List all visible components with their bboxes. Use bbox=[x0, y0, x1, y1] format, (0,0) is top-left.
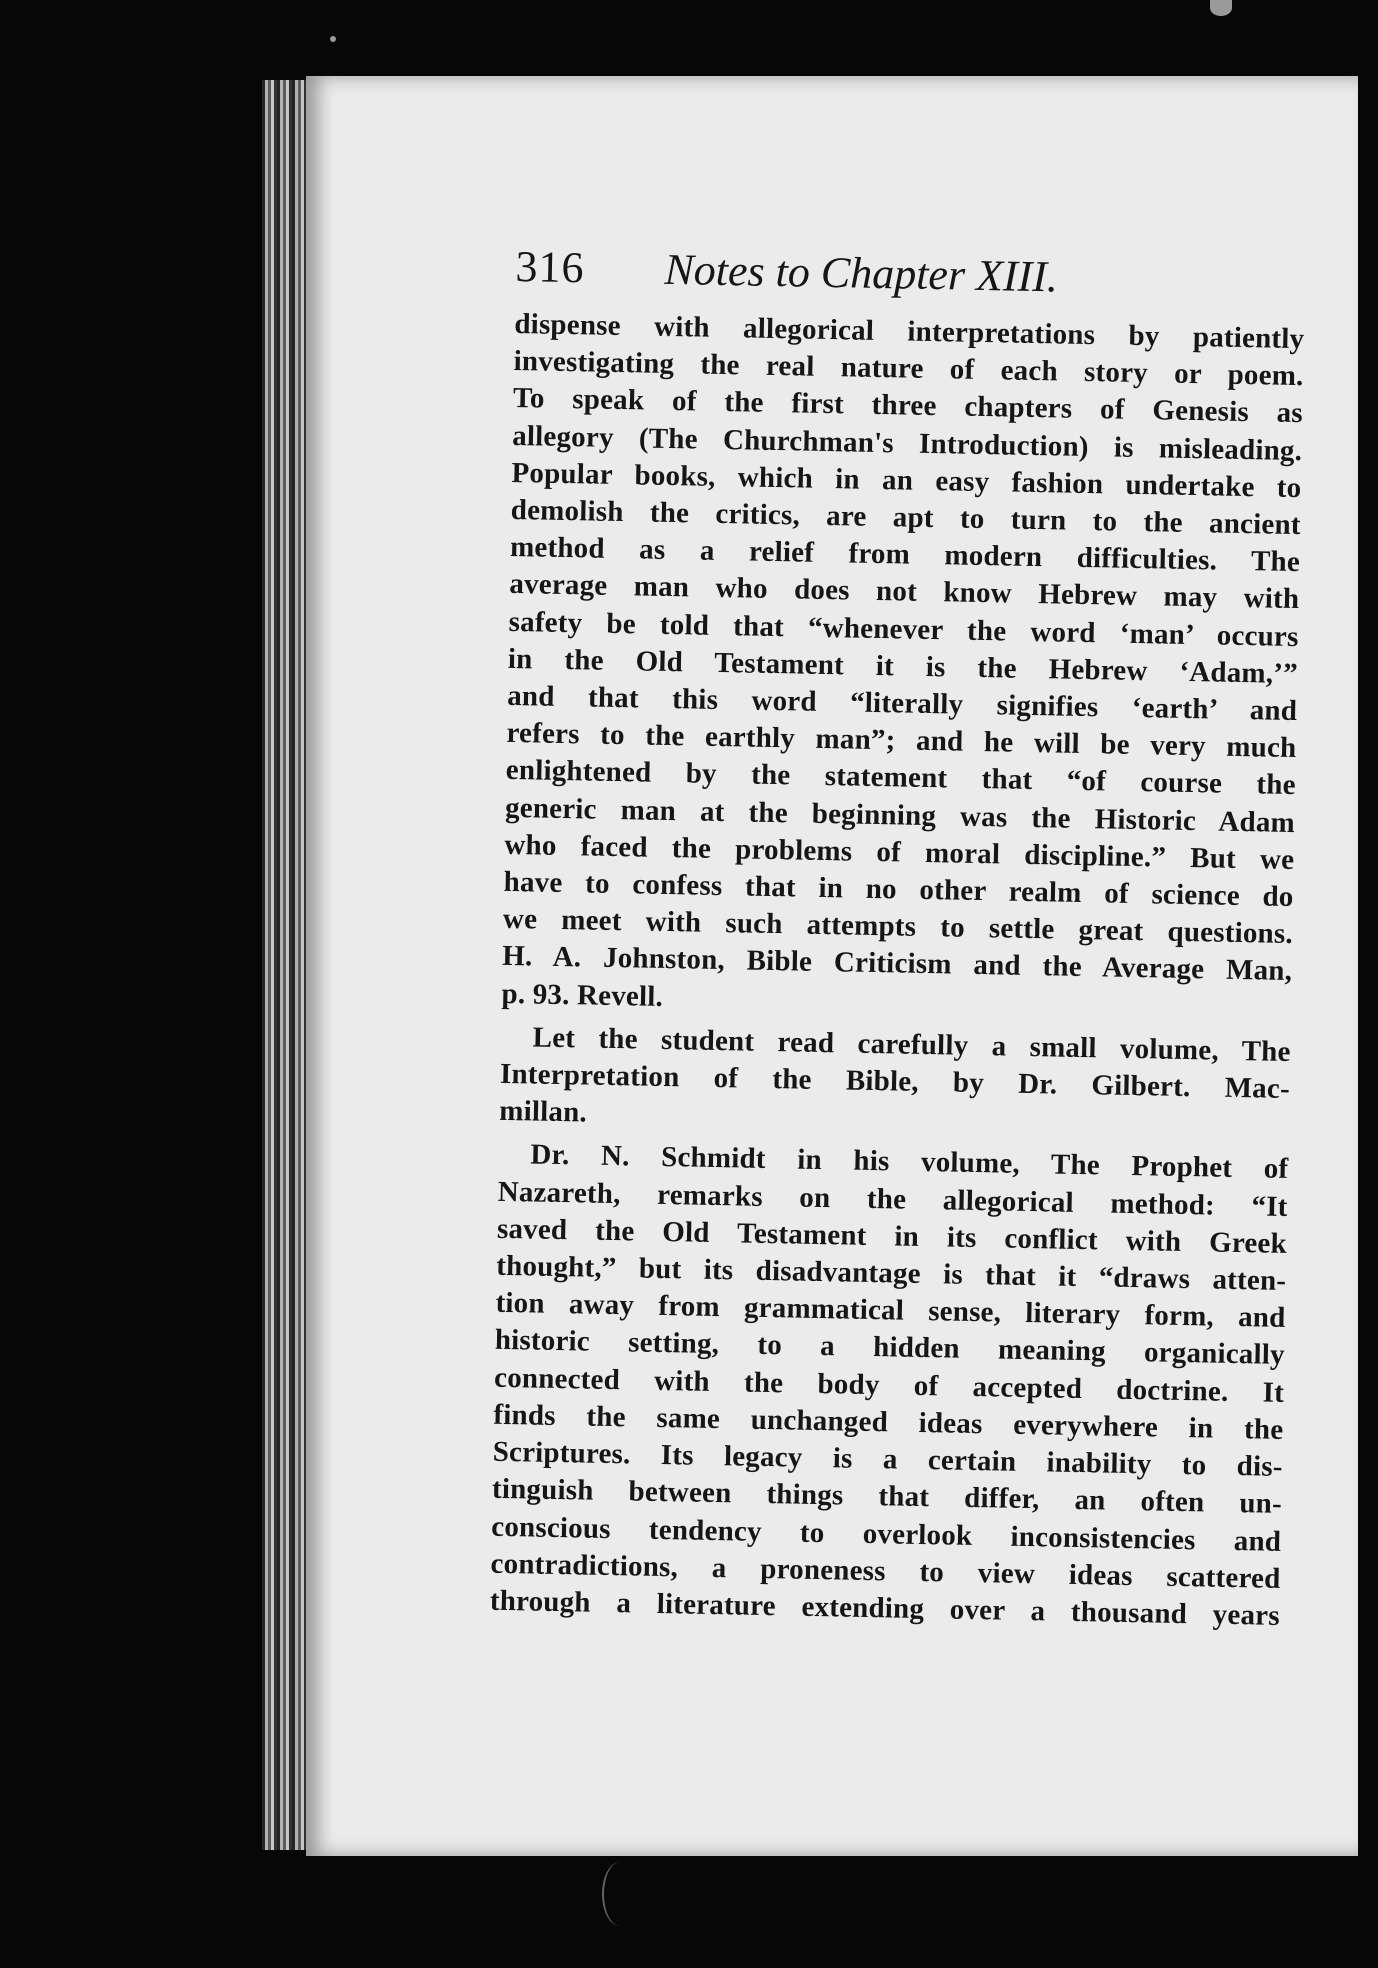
paragraph bbox=[490, 1136, 1289, 1635]
running-head bbox=[515, 241, 1306, 307]
text-line: tion away from grammatical sense, literary form, and bbox=[495, 1287, 1286, 1335]
text-line: Let the student read carefully a small volume, The bbox=[532, 1021, 1291, 1068]
text-line: Popular books, which in an easy fashion undertake to bbox=[511, 456, 1302, 504]
book-spine bbox=[262, 80, 308, 1850]
text-line: millan. bbox=[498, 1095, 588, 1129]
text-line: H. A. Johnston, Bible Criticism and the Average Man, bbox=[501, 940, 1293, 988]
scan-artifact bbox=[1210, 0, 1232, 16]
text-line: investigating the real nature of each story or poem. bbox=[513, 345, 1304, 393]
text-line: thought,” but its disadvantage is that it “draws atten- bbox=[496, 1249, 1287, 1298]
text-line: through a literature extending over a thousand years bbox=[489, 1584, 1281, 1632]
text-line: method as a relief from modern difficulties. The bbox=[509, 531, 1301, 579]
text-line: saved the Old Testament in its conflict with Greek bbox=[496, 1212, 1288, 1260]
page-number: 316 bbox=[515, 241, 585, 293]
text-line: contradictions, a proneness to view ideas scattered bbox=[490, 1547, 1281, 1595]
text-line: Nazareth, remarks on the allegorical method: “It bbox=[497, 1175, 1288, 1223]
text-line: Dr. N. Schmidt in his volume, The Prophet of bbox=[530, 1138, 1289, 1186]
paragraph bbox=[501, 306, 1304, 1028]
text-line: and that this word “literally signifies ‘earth’ and bbox=[506, 679, 1298, 728]
text-line: connected with the body of accepted doctrine. It bbox=[493, 1361, 1285, 1409]
text-line: have to confess that in no other realm of science do bbox=[503, 865, 1294, 914]
text-line: finds the same unchanged ideas everywhere in the bbox=[493, 1398, 1284, 1446]
text-line: Scriptures. Its legacy is a certain inability to dis- bbox=[492, 1435, 1283, 1484]
text-line: enlightened by the statement that “of course the bbox=[505, 754, 1296, 802]
text-line: safety be told that “whenever the word ‘man’ occurs bbox=[508, 605, 1299, 653]
scan-artifact-bottom bbox=[602, 1862, 638, 1926]
book-page bbox=[306, 76, 1358, 1856]
text-line: historic setting, to a hidden meaning organically bbox=[494, 1324, 1286, 1372]
body-text bbox=[490, 306, 1305, 1635]
text-line: allegory (The Churchman's Introduction) is misleading. bbox=[511, 419, 1303, 467]
paragraph bbox=[499, 1019, 1291, 1146]
text-line: dispense with allegorical interpretations by patiently bbox=[514, 307, 1305, 356]
text-line: we meet with such attempts to settle great questions. bbox=[502, 903, 1294, 951]
text-line: demolish the critics, are apt to turn to the ancient bbox=[510, 493, 1301, 542]
text-line: conscious tendency to overlook inconsistencies and bbox=[491, 1510, 1282, 1558]
text-line: To speak of the first three chapters of Genesis as bbox=[512, 382, 1304, 430]
text-line: Interpretation of the Bible, by Dr. Gilbert. Mac- bbox=[499, 1057, 1291, 1106]
scan-speck bbox=[330, 36, 336, 42]
text-line: who faced the problems of moral discipline.” But we bbox=[504, 828, 1295, 876]
text-line: in the Old Testament it is the Hebrew ‘Adam,’” bbox=[507, 642, 1299, 690]
text-line: refers to the earthly man”; and he will be very much bbox=[506, 717, 1297, 765]
text-line: generic man at the beginning was the Historic Adam bbox=[504, 791, 1296, 839]
text-line: p. 93. Revell. bbox=[501, 977, 664, 1013]
chapter-title: Notes to Chapter XIII. bbox=[664, 244, 1059, 302]
text-line: tinguish between things that differ, an often un- bbox=[491, 1473, 1283, 1521]
text-line: average man who does not know Hebrew may with bbox=[509, 568, 1300, 616]
page-content bbox=[490, 241, 1306, 1635]
